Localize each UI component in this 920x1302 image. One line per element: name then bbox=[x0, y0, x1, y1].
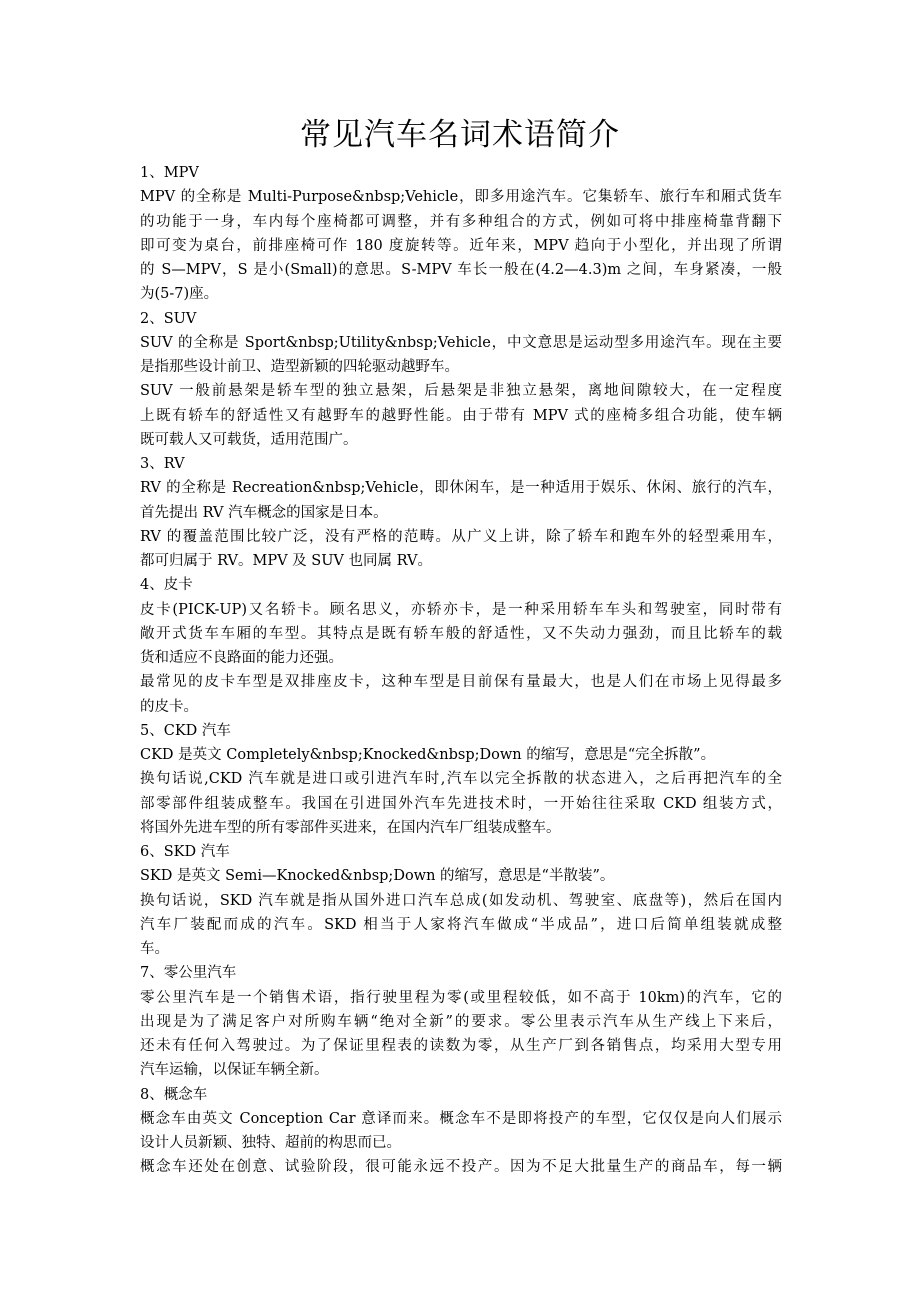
document-body bbox=[140, 161, 782, 1180]
text-line: MPV 的全称是 Multi-Purpose&nbsp;Vehicle，即多用途汽车。它集轿车、旅行车和厢式货车 bbox=[140, 189, 782, 206]
text-line: 还未有任何入驾驶过。为了保证里程表的读数为零，从生产厂到各销售点，均采用大型专用 bbox=[140, 1038, 782, 1054]
text-line: CKD 是英文 Completely&nbsp;Knocked&nbsp;Down 的缩写，意思是“完全拆散”。 bbox=[140, 747, 716, 763]
text-line: 车。 bbox=[140, 941, 169, 957]
text-line: 敞开式货车车厢的车型。其特点是既有轿车般的舒适性，又不失动力强劲，而且比轿车的载 bbox=[140, 625, 782, 642]
text-line: 4、皮卡 bbox=[140, 577, 193, 594]
text-line: 概念车还处在创意、试验阶段，很可能永远不投产。因为不足大批量生产的商品车，每一辆 bbox=[140, 1159, 782, 1176]
text-line: 换句话说,CKD 汽车就是进口或引进汽车时,汽车以完全拆散的状态进入，之后再把汽车的全 bbox=[140, 771, 782, 788]
text-line: 汽车厂装配而成的汽车。SKD 相当于人家将汽车做成“半成品”，进口后简单组装就成整 bbox=[140, 916, 782, 933]
text-line: SUV 的全称是 Sport&nbsp;Utility&nbsp;Vehicle，中文意思是运动型多用途汽车。现在主要 bbox=[140, 334, 782, 351]
text-line: 最常见的皮卡车型是双排座皮卡，这种车型是目前保有量最大，也是人们在市场上见得最多 bbox=[140, 674, 782, 691]
text-line: 为(5-7)座。 bbox=[140, 286, 219, 303]
text-line: 将国外先进车型的所有零部件买进来，在国内汽车厂组装成整车。 bbox=[140, 819, 561, 836]
text-line: 出现是为了满足客户对所购车辆“绝对全新”的要求。零公里表示汽车从生产线上下来后， bbox=[140, 1013, 782, 1030]
text-line: RV 的全称是 Recreation&nbsp;Vehicle，即休闲车，是一种适用于娱乐、休闲、旅行的汽车， bbox=[140, 480, 782, 497]
text-line: 的 S—MPV，S 是小(Small)的意思。S-MPV 车长一般在(4.2—4.3)m 之间，车身紧凑，一般 bbox=[140, 262, 782, 278]
text-line: 即可变为桌台，前排座椅可作 180 度旋转等。近年来，MPV 趋向于小型化，并出现了所谓 bbox=[140, 237, 782, 254]
text-line: 2、SUV bbox=[140, 310, 197, 327]
text-line: 既可载人又可载货，适用范围广。 bbox=[140, 431, 358, 448]
text-line: 汽车运输，以保证车辆全新。 bbox=[140, 1062, 329, 1079]
text-line: 换句话说，SKD 汽车就是指从国外进口汽车总成(如发动机、驾驶室、底盘等)，然后在国内 bbox=[140, 892, 782, 909]
text-line: 都可归属于 RV。MPV 及 SUV 也同属 RV。 bbox=[140, 553, 432, 569]
document-title: 常见汽车名词术语简介 bbox=[300, 117, 620, 153]
text-line: 货和适应不良路面的能力还强。 bbox=[140, 650, 343, 666]
text-line: 3、RV bbox=[140, 456, 185, 472]
text-line: 零公里汽车是一个销售术语，指行驶里程为零(或里程较低，如不高于 10km)的汽车，它的 bbox=[140, 989, 782, 1006]
text-line: 7、零公里汽车 bbox=[140, 965, 237, 982]
text-line: 的皮卡。 bbox=[140, 698, 198, 715]
text-line: SUV 一般前悬架是轿车型的独立悬架，后悬架是非独立悬架，离地间隙较大，在一定程度 bbox=[140, 383, 782, 400]
text-line: RV 的覆盖范围比较广泛，没有严格的范畴。从广义上讲，除了轿车和跑车外的轻型乘用车， bbox=[140, 528, 782, 545]
text-line: 6、SKD 汽车 bbox=[140, 844, 230, 860]
text-line: 8、概念车 bbox=[140, 1086, 208, 1103]
text-line: 上既有轿车的舒适性又有越野车的越野性能。由于带有 MPV 式的座椅多组合功能，使车辆 bbox=[140, 407, 782, 424]
text-line: 5、CKD 汽车 bbox=[140, 722, 231, 739]
text-line: 是指那些设计前卫、造型新颖的四轮驱动越野车。 bbox=[140, 359, 459, 375]
text-line: 设计人员新颖、独特、超前的构思而已。 bbox=[140, 1135, 401, 1151]
text-line: 概念车由英文 Conception Car 意译而来。概念车不是即将投产的车型，它仅仅是向人们展示 bbox=[140, 1110, 782, 1127]
text-line: 首先提出 RV 汽车概念的国家是日本。 bbox=[140, 504, 388, 521]
text-line: SKD 是英文 Semi—Knocked&nbsp;Down 的缩写，意思是“半散装”。 bbox=[140, 868, 615, 885]
text-line: 皮卡(PICK-UP)又名轿卡。顾名思义，亦轿亦卡，是一种采用轿车车头和驾驶室，同时带有 bbox=[140, 601, 782, 618]
text-line: 1、MPV bbox=[140, 165, 199, 181]
text-line: 部零部件组装成整车。我国在引进国外汽车先进技术时，一开始往往采取 CKD 组装方式， bbox=[140, 795, 782, 812]
text-line: 的功能于一身，车内每个座椅都可调整，并有多种组合的方式，例如可将中排座椅靠背翻下 bbox=[140, 213, 782, 230]
